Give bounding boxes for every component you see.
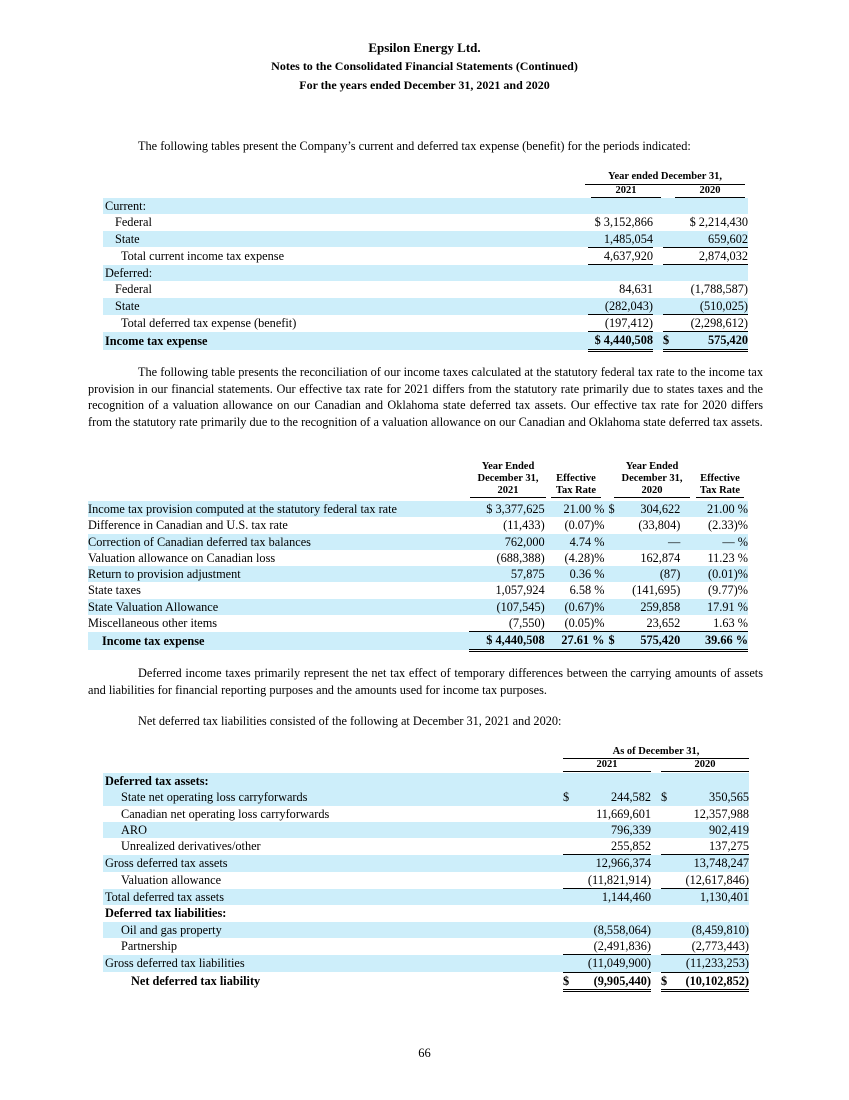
currency-symbol (563, 938, 575, 955)
value-2020: (1,788,587) (690, 282, 748, 297)
rate-2021: 27.61 % (545, 632, 605, 650)
currency-symbol (604, 550, 614, 566)
value-2020: 350,565 (671, 789, 749, 805)
table1-col-2020: 2020 (675, 185, 745, 198)
table-row (103, 214, 748, 230)
spacer (651, 789, 661, 805)
value-2021: $ 3,152,866 (594, 215, 653, 230)
table-row (103, 247, 748, 264)
amount-2021: (688,388) (496, 550, 545, 565)
value-2021: 1,485,054 (588, 231, 653, 248)
header-line: Tax Rate (551, 485, 601, 498)
spacer (651, 806, 661, 822)
value-2020: (11,233,253) (671, 955, 749, 972)
rate-2020: — % (680, 534, 748, 550)
table-row (88, 599, 748, 615)
row-label: Difference in Canadian and U.S. tax rate (88, 518, 288, 533)
currency-symbol (661, 872, 671, 889)
currency-symbol (563, 922, 575, 938)
row-label: Valuation allowance on Canadian loss (88, 550, 276, 565)
company-name: Epsilon Energy Ltd. (368, 40, 481, 55)
value-2020: $ 2,214,430 (689, 215, 748, 230)
spacer (651, 905, 661, 921)
header-line: Year Ended (481, 461, 535, 472)
rate-2021: 6.58 % (569, 583, 605, 598)
header-line: December 31, (477, 473, 539, 484)
currency-symbol (661, 773, 671, 789)
table-row (103, 315, 748, 332)
table-row (88, 550, 748, 566)
header-line: Year Ended (625, 461, 679, 472)
currency-symbol (661, 822, 671, 838)
value-2020: (2,773,443) (671, 938, 749, 955)
amount-2020: (33,804) (638, 518, 681, 533)
amount-2020: (87) (615, 566, 681, 582)
spacer (651, 972, 661, 990)
currency-symbol (563, 838, 575, 855)
value-2020: (2,298,612) (663, 315, 748, 332)
value-2021: $ 4,440,508 (588, 332, 653, 350)
currency-symbol (604, 566, 614, 582)
row-label: Correction of Canadian deferred tax balances (88, 534, 469, 550)
row-label: Income tax provision computed at the statutory federal tax rate (88, 501, 469, 517)
row-label: Unrealized derivatives/other (121, 839, 261, 854)
table2-header-col2 (551, 473, 601, 498)
table-row (103, 872, 749, 889)
currency-symbol (661, 922, 671, 938)
row-label: Deferred tax assets: (103, 773, 563, 789)
table-row (88, 534, 748, 550)
header-line: Effective (556, 473, 596, 484)
table3-col-2021: 2021 (563, 759, 651, 772)
spacer (651, 889, 661, 906)
spacer (651, 838, 661, 855)
rate-2020: 39.66 % (680, 632, 748, 650)
currency-symbol (604, 517, 614, 533)
deferred-taxes-paragraph: Deferred income taxes primarily represent the net tax effect of temporary differences between the carrying amounts of assets and liabilities for financial reporting purposes and the amounts used for income tax purposes. (88, 666, 763, 697)
spacer (651, 955, 661, 972)
row-label: Miscellaneous other items (88, 616, 218, 631)
value-2021: (9,905,440) (575, 972, 651, 990)
value-2020 (671, 905, 749, 921)
rate-2020: 21.00 % (680, 501, 748, 517)
amount-2020: 304,622 (615, 501, 681, 517)
table2-header-col1 (470, 461, 546, 498)
row-label: State Valuation Allowance (88, 599, 469, 615)
table-row (103, 972, 749, 990)
value-2020: 1,130,401 (671, 889, 749, 906)
amount-2021: 762,000 (469, 534, 545, 550)
period-heading: For the years ended December 31, 2021 and 2020 (299, 78, 550, 92)
value-2021: (11,049,900) (575, 955, 651, 972)
rate-2021: (4.28)% (564, 550, 605, 565)
header-line: December 31, (621, 473, 683, 484)
table-row (88, 566, 748, 582)
row-label: Current: (103, 198, 583, 214)
table-row (103, 773, 749, 789)
document-subtitle: Notes to the Consolidated Financial Statements (Continued) (271, 59, 578, 73)
row-label: Canadian net operating loss carryforwards (121, 806, 330, 821)
currency-symbol: $ (563, 789, 575, 805)
spacer (651, 822, 661, 838)
currency-symbol (661, 889, 671, 906)
value-2021 (575, 905, 651, 921)
value-2020: 659,602 (663, 231, 748, 248)
value-2021: 84,631 (619, 282, 653, 297)
currency-symbol: $ (661, 972, 671, 990)
value-2020: 137,275 (671, 838, 749, 855)
row-label: Oil and gas property (103, 922, 563, 938)
value-2021: (282,043) (588, 298, 653, 315)
table-row (103, 231, 748, 248)
currency-symbol (661, 855, 671, 872)
rate-2020: 11.23 % (707, 550, 748, 565)
table-row (103, 198, 748, 214)
row-label: Total current income tax expense (121, 248, 285, 263)
value-2021: 4,637,920 (588, 247, 653, 264)
tax-rate-reconciliation-table (88, 501, 748, 652)
table-row (88, 501, 748, 517)
rate-2020: 1.63 % (680, 615, 748, 632)
currency-symbol (563, 773, 575, 789)
row-label: Income tax expense (88, 632, 469, 650)
amount-2020: — (615, 534, 681, 550)
page-number: 66 (418, 1046, 431, 1060)
amount-2021: (7,550) (469, 615, 545, 632)
rate-2021: (0.07)% (564, 518, 605, 533)
rate-2020: (2.33)% (708, 518, 748, 533)
currency-symbol (563, 822, 575, 838)
currency-symbol (604, 534, 614, 550)
value-2021: 12,966,374 (575, 855, 651, 872)
row-label: State (103, 231, 583, 248)
value-2020: (10,102,852) (671, 972, 749, 990)
currency-symbol (661, 806, 671, 822)
table-row (103, 905, 749, 921)
value-2021: 244,582 (575, 789, 651, 805)
row-label: Net deferred tax liability (131, 974, 261, 989)
rate-2020: 17.91 % (680, 599, 748, 615)
table-row (88, 632, 748, 650)
row-label: Partnership (121, 939, 178, 954)
rate-2021: 21.00 % (545, 501, 605, 517)
row-label: Return to provision adjustment (88, 566, 469, 582)
row-label: Gross deferred tax liabilities (103, 955, 563, 972)
value-2021: 796,339 (575, 822, 651, 838)
rate-2020: (0.01)% (680, 566, 748, 582)
currency-symbol (563, 889, 575, 906)
rate-2021: 4.74 % (545, 534, 605, 550)
header-line: 2020 (614, 485, 690, 498)
currency-symbol (661, 905, 671, 921)
table-row (103, 838, 749, 855)
row-label: State (103, 298, 583, 315)
amount-2020: 575,420 (615, 632, 681, 650)
row-label: Gross deferred tax assets (103, 855, 563, 872)
net-deferred-intro: Net deferred tax liabilities consisted of the following at December 31, 2021 and 2020: (138, 714, 562, 728)
value-2021: 255,852 (575, 838, 651, 855)
value-2021: (8,558,064) (575, 922, 651, 938)
currency-symbol (563, 806, 575, 822)
amount-2021: 57,875 (469, 566, 545, 582)
table3-group-header: As of December 31, (563, 746, 749, 759)
rate-2021: (0.67)% (545, 599, 605, 615)
spacer (651, 922, 661, 938)
table-row (88, 615, 748, 632)
spacer (651, 855, 661, 872)
table-row (103, 822, 749, 838)
amount-2021: (107,545) (469, 599, 545, 615)
value-2020: 2,874,032 (663, 247, 748, 264)
table-row (103, 806, 749, 822)
table2-header-col3 (614, 461, 690, 498)
table-row (103, 281, 748, 297)
value-2020 (671, 773, 749, 789)
value-2021: 1,144,460 (575, 889, 651, 906)
currency-symbol (661, 838, 671, 855)
amount-2020: 259,858 (615, 599, 681, 615)
net-deferred-tax-table (103, 773, 749, 992)
row-label: ARO (103, 822, 563, 838)
amount-2020: 23,652 (615, 615, 681, 632)
table1-group-header: Year ended December 31, (585, 171, 745, 185)
value-2020: 12,357,988 (693, 806, 749, 821)
currency-symbol (604, 582, 614, 598)
currency-symbol (563, 905, 575, 921)
row-label: Deferred tax liabilities: (105, 906, 227, 921)
currency-symbol: $ (563, 972, 575, 990)
value-2021: (2,491,836) (575, 938, 651, 955)
value-2021: (11,821,914) (575, 872, 651, 889)
header-line: Effective (700, 473, 740, 484)
currency-symbol (604, 615, 614, 632)
value-2020: 575,420 (675, 332, 748, 350)
value-2020: (12,617,846) (671, 872, 749, 889)
rate-2020: (9.77)% (708, 583, 748, 598)
row-label: Federal (115, 215, 152, 230)
header-line: 2021 (470, 485, 546, 498)
table-row (103, 955, 749, 972)
currency-symbol: $ (663, 332, 675, 350)
value-2021 (575, 773, 651, 789)
current-deferred-tax-table (103, 198, 748, 352)
amount-2020: (141,695) (632, 583, 681, 598)
currency-symbol: $ (604, 632, 614, 650)
currency-symbol (563, 872, 575, 889)
table3-column-header (563, 746, 749, 772)
table-row (103, 332, 748, 350)
reconciliation-paragraph: The following table presents the reconciliation of our income taxes calculated at the statutory federal tax rate to the income tax provision in our financial statements. Our effective tax rate for 2021 differs from the statutory rate primarily due to states taxes and the recognition of a valuation allowance on our Canadian and Oklahoma state deferred tax assets. Our effective tax rate for 2020 differs from the statutory rate primarily due to the recognition of a valuation allowance on our Canadian and Oklahoma state deferred tax assets. (88, 365, 763, 429)
table1-column-header (585, 171, 745, 198)
value-2021: (197,412) (588, 315, 653, 332)
table-row (103, 889, 749, 906)
table1-col-2021: 2021 (591, 185, 661, 198)
row-label: Deferred: (103, 265, 583, 282)
amount-2020: 162,874 (640, 550, 681, 565)
spacer (651, 938, 661, 955)
row-label: Total deferred tax expense (benefit) (121, 316, 297, 331)
amount-2021: $ 3,377,625 (469, 501, 545, 517)
row-label: Income tax expense (103, 332, 583, 350)
currency-symbol: $ (604, 501, 614, 517)
intro-paragraph: The following tables present the Company’s current and deferred tax expense (benefit) for the periods indicated: (138, 139, 691, 153)
row-label: Federal (115, 282, 152, 297)
value-2020: 902,419 (671, 822, 749, 838)
row-label: State taxes (88, 583, 141, 598)
spacer (651, 872, 661, 889)
currency-symbol (661, 938, 671, 955)
rate-2021: 0.36 % (545, 566, 605, 582)
currency-symbol (661, 955, 671, 972)
table3-col-2020: 2020 (661, 759, 749, 772)
value-2020: (510,025) (663, 298, 748, 315)
table-row (88, 517, 748, 533)
table-row (103, 265, 748, 282)
header-line: Tax Rate (696, 485, 744, 498)
spacer (651, 773, 661, 789)
amount-2021: (11,433) (503, 518, 545, 533)
currency-symbol (563, 955, 575, 972)
table-row (103, 855, 749, 872)
table2-header-col4 (696, 473, 744, 498)
rate-2021: (0.05)% (545, 615, 605, 632)
table-row (103, 938, 749, 955)
value-2021: 11,669,601 (596, 806, 651, 821)
currency-symbol: $ (661, 789, 671, 805)
table-row (103, 922, 749, 938)
value-2020: 13,748,247 (671, 855, 749, 872)
value-2020: (8,459,810) (671, 922, 749, 938)
row-label: State net operating loss carryforwards (103, 789, 563, 805)
table-row (103, 298, 748, 315)
currency-symbol (604, 599, 614, 615)
table-row (88, 582, 748, 598)
currency-symbol (563, 855, 575, 872)
amount-2021: $ 4,440,508 (469, 632, 545, 650)
amount-2021: 1,057,924 (495, 583, 545, 598)
row-label: Total deferred tax assets (103, 889, 563, 906)
table-row (103, 789, 749, 805)
row-label: Valuation allowance (121, 873, 222, 888)
